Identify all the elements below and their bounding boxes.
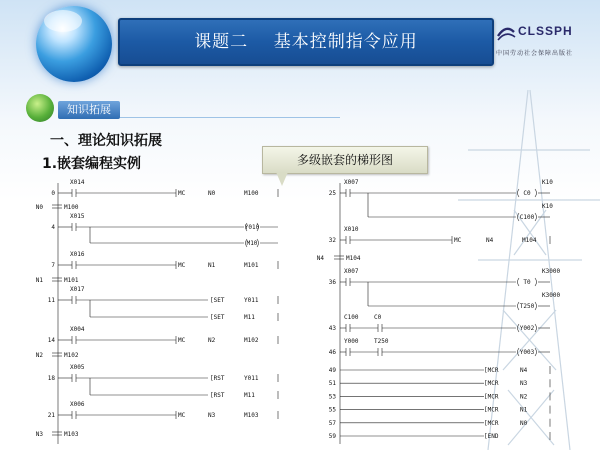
contact-label: C0 [374, 314, 382, 321]
step-number: 55 [328, 406, 336, 414]
instruction-label: MC [454, 237, 462, 244]
contact-label: X007 [344, 179, 359, 186]
instruction-label: [END [484, 433, 499, 440]
instruction-operand: N0 [208, 190, 216, 197]
step-number: 25 [328, 190, 336, 197]
nest-device: M103 [64, 431, 79, 438]
logo-subtitle: 中国劳动社会保障出版社 [496, 50, 574, 57]
instruction-operand: N4 [486, 237, 494, 244]
instruction-label: [RST [210, 375, 225, 382]
step-number: 51 [328, 380, 336, 388]
contact-label: X017 [70, 286, 85, 293]
instruction-label: [MCR [484, 419, 499, 427]
instruction-device: Y011 [244, 297, 259, 304]
nest-device: M104 [346, 255, 361, 262]
nest-label: N2 [35, 352, 43, 359]
instruction-label: MC [178, 262, 186, 269]
coil-right-arc [535, 189, 537, 197]
coil-label: T250 [519, 303, 535, 310]
step-number: 4 [51, 224, 55, 231]
contact-label: Y000 [344, 338, 359, 345]
instruction-operand: N1 [208, 262, 216, 269]
logo-text: CLSSPH [518, 24, 573, 38]
coil-right-arc [535, 213, 537, 221]
instruction-operand: N2 [520, 393, 528, 401]
timer-constant: K10 [542, 179, 553, 186]
contact-label: X016 [70, 251, 85, 258]
contact-label: X006 [70, 401, 85, 408]
coil-left-arc [518, 302, 520, 310]
step-number: 57 [328, 419, 336, 427]
instruction-device: M104 [522, 237, 537, 244]
instruction-label: [SET [210, 314, 225, 321]
instruction-device: M102 [244, 337, 259, 344]
contact-label: C100 [344, 314, 359, 321]
step-number: 36 [328, 279, 336, 286]
nest-device: M100 [64, 204, 79, 211]
step-number: 32 [328, 237, 336, 244]
instruction-operand: N4 [520, 367, 528, 374]
timer-constant: K10 [542, 203, 553, 210]
coil-label: C0 [523, 190, 531, 197]
coil-label: T0 [523, 279, 531, 286]
contact-label: X005 [70, 364, 85, 371]
instruction-device: M11 [244, 392, 255, 399]
nest-label: N1 [35, 277, 43, 284]
nest-device: M101 [64, 277, 79, 284]
instruction-label: [MCR [484, 367, 499, 374]
step-number: 43 [328, 325, 336, 332]
step-number: 46 [328, 349, 336, 356]
step-number: 0 [51, 190, 55, 197]
coil-left-arc [518, 213, 520, 221]
instruction-operand: N1 [520, 406, 528, 414]
coil-left-arc [518, 278, 520, 286]
nest-label: N4 [316, 255, 324, 262]
instruction-label: [SET [210, 297, 225, 304]
slide-title: 课题二 基本控制指令应用 [194, 32, 418, 52]
coil-left-arc [518, 189, 520, 197]
coil-label: M10 [246, 240, 258, 247]
contact-label: X010 [344, 226, 359, 233]
coil-label: Y002 [519, 325, 535, 332]
coil-left-arc [518, 324, 520, 332]
step-number: 14 [47, 337, 55, 344]
step-number: 49 [328, 367, 336, 374]
instruction-operand: N2 [208, 337, 216, 344]
section-subheading: 1.嵌套编程实例 [42, 156, 142, 172]
nest-device: M102 [64, 352, 79, 359]
coil-left-arc [518, 348, 520, 356]
instruction-label: MC [178, 412, 186, 419]
coil-label: Y003 [519, 349, 535, 356]
step-number: 21 [47, 412, 55, 419]
instruction-device: Y011 [244, 375, 259, 382]
contact-label: X007 [344, 268, 359, 275]
section-tab: 知识拓展 [58, 101, 120, 119]
instruction-device: M101 [244, 262, 259, 269]
nest-label: N3 [35, 431, 43, 438]
instruction-label: MC [178, 190, 186, 197]
step-number: 59 [328, 433, 336, 440]
diagram-callout: 多级嵌套的梯形图 [262, 146, 428, 174]
step-number: 53 [328, 393, 336, 401]
instruction-label: [MCR [484, 380, 499, 388]
instruction-label: MC [178, 337, 186, 344]
instruction-label: [RST [210, 392, 225, 399]
timer-constant: K3000 [542, 292, 561, 299]
coil-right-arc [535, 278, 537, 286]
instruction-operand: N3 [208, 412, 216, 419]
coil-label: Y010 [244, 224, 260, 231]
coil-right-arc [535, 324, 537, 332]
contact-label: X015 [70, 213, 85, 220]
instruction-operand: N0 [520, 419, 528, 427]
instruction-device: M100 [244, 190, 259, 197]
coil-right-arc [535, 302, 537, 310]
step-number: 11 [47, 297, 55, 304]
instruction-device: M11 [244, 314, 255, 321]
step-number: 7 [51, 262, 55, 269]
timer-constant: K3000 [542, 268, 561, 275]
contact-label: T250 [374, 338, 389, 345]
section-heading: 一、理论知识拓展 [50, 133, 162, 149]
instruction-label: [MCR [484, 393, 499, 401]
instruction-device: M103 [244, 412, 259, 419]
contact-label: X004 [70, 326, 85, 333]
coil-right-arc [535, 348, 537, 356]
instruction-operand: N3 [520, 380, 528, 388]
coil-label: C100 [519, 214, 535, 221]
instruction-label: [MCR [484, 406, 499, 414]
nest-label: N0 [35, 204, 43, 211]
contact-label: X014 [70, 179, 85, 186]
step-number: 18 [47, 375, 55, 382]
